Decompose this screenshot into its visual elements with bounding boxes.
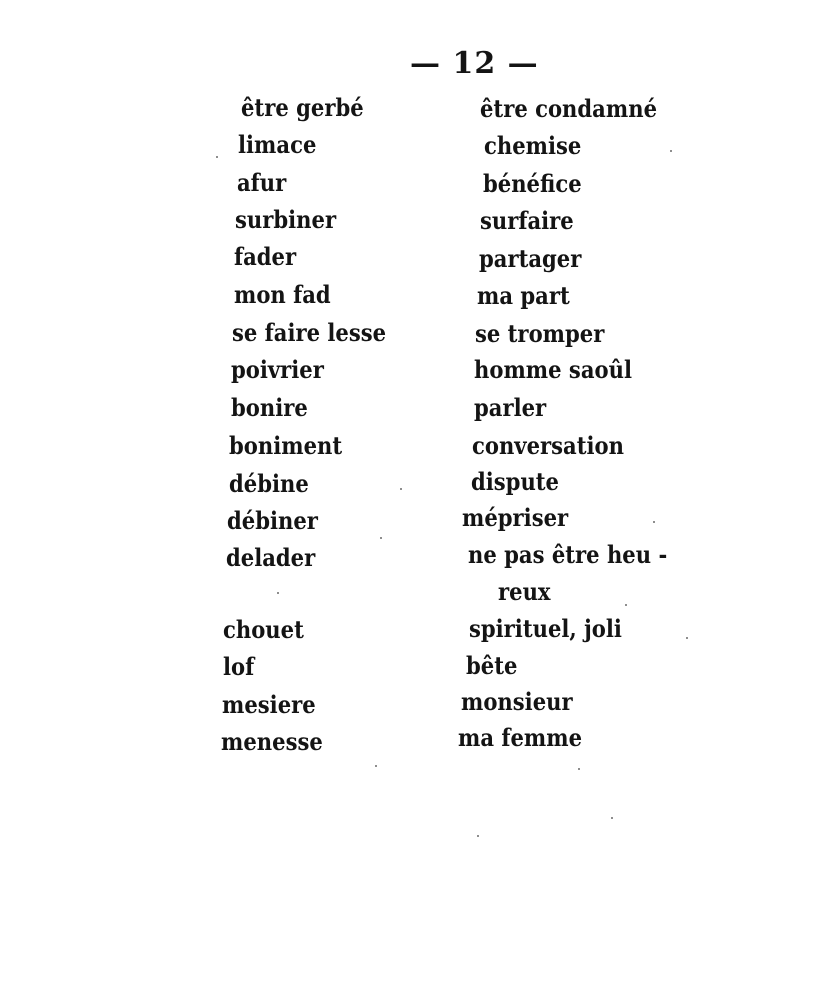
term-4: surbiner [235,205,337,234]
term-10: boniment [229,431,343,460]
meaning-8: homme saoûl [474,355,632,384]
meaning-11: dispute [471,467,559,496]
meaning-15: bête [466,651,518,680]
meaning-1: être condamné [480,94,658,123]
scan-speck [277,592,279,594]
term-1: être gerbé [241,93,364,122]
term-9: bonire [231,393,308,422]
meaning-2: chemise [484,131,582,160]
scan-speck [477,835,479,837]
term-7: se faire lesse [232,318,387,347]
term-8: poivrier [231,355,324,384]
scan-speck [625,604,627,606]
meaning-3: bénéfice [483,169,582,198]
term-13: delader [226,543,316,572]
page-number: — 12 — [410,46,539,81]
term-16: mesiere [222,690,316,719]
scan-speck [400,488,402,490]
term-15: lof [223,652,255,681]
scan-speck [686,637,688,639]
term-6: mon fad [234,280,331,309]
term-5: fader [234,242,297,271]
meaning-14: spirituel, joli [469,614,622,643]
scan-speck [375,765,377,767]
term-3: afur [237,168,287,197]
term-2: limace [238,130,317,159]
meaning-16: monsieur [461,687,573,716]
scan-speck [653,521,655,523]
scan-speck [611,817,613,819]
term-17: menesse [221,727,323,756]
meaning-6: ma part [477,281,570,310]
meaning-17: ma femme [458,723,583,752]
scan-speck [380,537,382,539]
term-12: débiner [227,506,318,535]
meaning-13: ne pas être heu - [468,540,668,569]
meaning-10: conversation [472,431,624,460]
meaning-4: surfaire [480,206,574,235]
term-11: débine [229,469,309,498]
meaning-7: se tromper [475,319,605,348]
term-14: chouet [223,615,304,644]
scan-speck [578,768,580,770]
meaning-12: mépriser [462,503,569,532]
meaning-5: partager [479,244,582,273]
meaning-13-continuation: reux [498,577,551,606]
scan-speck [670,150,672,152]
scan-speck [216,156,218,158]
meaning-9: parler [474,393,547,422]
